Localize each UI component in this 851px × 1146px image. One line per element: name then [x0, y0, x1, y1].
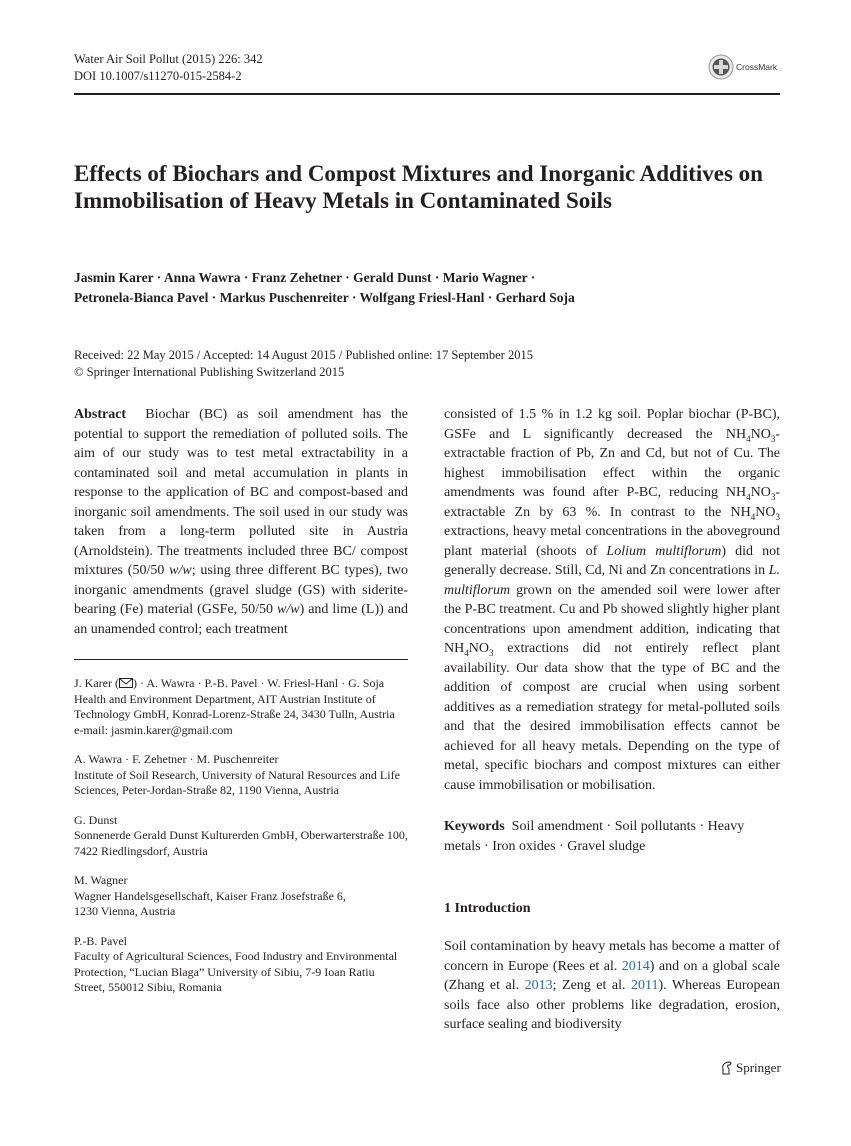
intro-text-2: ) and on a global scale (Zhang et al.: [444, 958, 780, 993]
subscript-3: 3: [775, 511, 780, 522]
formula-no: NO: [750, 426, 771, 442]
citation-link[interactable]: 2011: [630, 978, 659, 993]
abstract-text-1: Biochar (BC) as soil amendment has the potential to support the remediation of polluted soils. The aim of our study was to test metal extractability in a contaminated soil and metal accumulation in plants in response to the application of BC and compost-based and inorganic soil amendments. The soil used in our study was taken from a long-term polluted site in Austria (Arnoldstein). The treatments included three BC/ compost mixtures (50/50: [74, 407, 408, 578]
abstract-right-3: -extractable Zn by 63 %. In contrast to the NH: [444, 485, 780, 520]
formula-no: NO: [755, 504, 776, 520]
affiliation-address: Wagner Handelsgesellschaft, Kaiser Franz Josefstraße 6,: [74, 888, 346, 903]
affiliation-block: [74, 873, 408, 920]
species-name-2: L. multiflorum: [444, 563, 780, 598]
citation-link[interactable]: 2013: [524, 978, 553, 993]
affiliation-authors: M. Wagner: [74, 873, 128, 887]
received-line: Received: 22 May 2015 / Accepted: 14 August 2015 / Published online: 17 September 2015: [74, 348, 533, 362]
intro-text-1: Soil contamination by heavy metals has become a matter of concern in Europe (Rees et al.: [444, 939, 780, 974]
affiliation-block: [74, 934, 408, 996]
journal-citation: Water Air Soil Pollut (2015) 226: 342: [74, 52, 263, 66]
affiliation-block: [74, 752, 408, 799]
crossmark-badge[interactable]: [708, 53, 780, 81]
affiliation-names-part: ) · A. Wawra · P.-B. Pavel · W. Friesl-Hanl · G. Soja: [132, 676, 385, 690]
author-email[interactable]: e-mail: jasmin.karer@gmail.com: [74, 722, 233, 737]
abstract-right-5: ) did not generally decrease. Still, Cd, Ni and Zn concentrations in: [444, 543, 780, 578]
abstract-text-2: ; using three different BC types), two inorganic amendments (gravel sludge (GS) with siderite-bearing (Fe) material (GSFe, 50/50: [74, 563, 409, 617]
subscript-3: 3: [770, 433, 776, 444]
publication-dates: [74, 347, 794, 380]
affiliation-divider: [74, 659, 408, 660]
abstract-right-column: [444, 405, 780, 795]
affiliation-address: Faculty of Agricultural Sciences, Food Industry and Environmental Protection, “Lucian Blaga” University of Sibiu, 7-9 Ioan Ratiu Street, 550012 Sibiu, Romania: [74, 949, 398, 994]
abstract-label: Abstract: [74, 407, 127, 422]
subscript-4: 4: [464, 647, 469, 658]
affiliation-authors: [74, 676, 408, 692]
citation-link[interactable]: 2014: [621, 958, 650, 974]
doi: DOI 10.1007/s11270-015-2584-2: [74, 68, 242, 83]
abstract-right-6: grown on the amended soil were lower after the P-BC treatment. Cu and Pb showed slightly higher plant concentrations upon amendment addition, indicating that NH: [444, 582, 780, 656]
affiliation-block: [74, 813, 408, 860]
affiliation-authors: A. Wawra · F. Zehetner · M. Puschenreiter: [74, 752, 279, 766]
abstract-right-7: extractions did not entirely reflect plant availability. Our data show that the type of BC and the addition of compost are crucial when using sorbent additives as a remediation strategy for metal-polluted soils and that the desired immobilisation effects cannot be achieved for all heavy metals. Depending on the type of metal, specific biochars and compost mixtures can either cause immobilisation or mobilisation.: [444, 641, 780, 793]
keywords-text: Soil amendment · Soil pollutants · Heavy metals · Iron oxides · Gravel sludge: [444, 819, 745, 854]
keywords-label: Keywords: [444, 819, 505, 834]
journal-header: [74, 51, 263, 84]
affiliations: [74, 676, 408, 1010]
subscript-4: 4: [750, 511, 756, 522]
section-heading-introduction: 1 Introduction: [444, 901, 531, 916]
species-name-1: Lolium multiflorum: [606, 543, 722, 559]
publisher-name: Springer: [736, 1060, 781, 1075]
subscript-3: 3: [488, 647, 494, 658]
crossmark-label: CrossMark: [736, 62, 778, 72]
author-line-2: Petronela-Bianca Pavel · Markus Puschenreiter · Wolfgang Friesl-Hanl · Gerhard Soja: [74, 290, 575, 305]
affiliation-address: Sonnenerde Gerald Dunst Kulturerden GmbH, Oberwarterstraße 100, 7422 Riedlingsdorf, Austria: [74, 828, 408, 858]
abstract-ww-2: w/w: [277, 602, 300, 617]
formula-no: NO: [750, 485, 771, 500]
abstract-right-1: consisted of 1.5 % in 1.2 kg soil. Poplar biochar (P-BC), GSFe and L significantly decreased the NH: [444, 407, 780, 442]
affiliation-authors: P.-B. Pavel: [74, 933, 128, 948]
header-rule: [74, 93, 780, 95]
subscript-4: 4: [746, 491, 751, 502]
keywords: [444, 817, 780, 856]
intro-text-3: ; Zeng et al.: [552, 978, 631, 993]
abstract-text-3: ) and lime (L)) and an unamended control; each treatment: [74, 602, 408, 637]
affiliation-block: [74, 676, 408, 738]
envelope-icon[interactable]: [119, 678, 133, 688]
affiliation-names-part: J. Karer (: [74, 676, 119, 690]
crossmark-icon: [708, 54, 734, 80]
author-line-1: Jasmin Karer · Anna Wawra · Franz Zehetner · Gerald Dunst · Mario Wagner ·: [74, 270, 536, 285]
introduction-text: [444, 937, 780, 1035]
article-title: Effects of Biochars and Compost Mixtures and Inorganic Additives on Immobilisation of Heavy Metals in Contaminated Soils: [74, 161, 763, 213]
subscript-4: 4: [746, 433, 751, 444]
copyright-line: © Springer International Publishing Switzerland 2015: [74, 364, 345, 379]
author-list: [74, 268, 794, 308]
intro-text-4: ). Whereas European soils face also other problems like degradation, erosion, surface sealing and biodiversity: [444, 978, 780, 1032]
abstract-ww-1: w/w: [169, 563, 192, 578]
publisher-logo: [720, 1060, 781, 1076]
abstract-right-4: extractions, heavy metal concentrations in the aboveground plant material (shoots of: [444, 524, 780, 559]
affiliation-authors: G. Dunst: [74, 812, 118, 827]
subscript-3: 3: [770, 491, 776, 502]
springer-horse-icon: [720, 1061, 733, 1075]
affiliation-address: Health and Environment Department, AIT Austrian Institute of Technology GmbH, Konrad-Lorenz-Straße 24, 3430 Tulln, Austria: [74, 691, 395, 721]
affiliation-address: 1230 Vienna, Austria: [74, 904, 176, 918]
formula-no: NO: [468, 641, 489, 656]
affiliation-address: Institute of Soil Research, University of Natural Resources and Life Sciences, Peter-Jordan-Straße 82, 1190 Vienna, Austria: [74, 767, 400, 797]
abstract-left-column: [74, 405, 408, 639]
abstract-right-2: -extractable fraction of Pb, Zn and Cd, but not of Cu. The highest immobilisation effect within the organic amendments was found after P-BC, reducing NH: [444, 426, 780, 500]
